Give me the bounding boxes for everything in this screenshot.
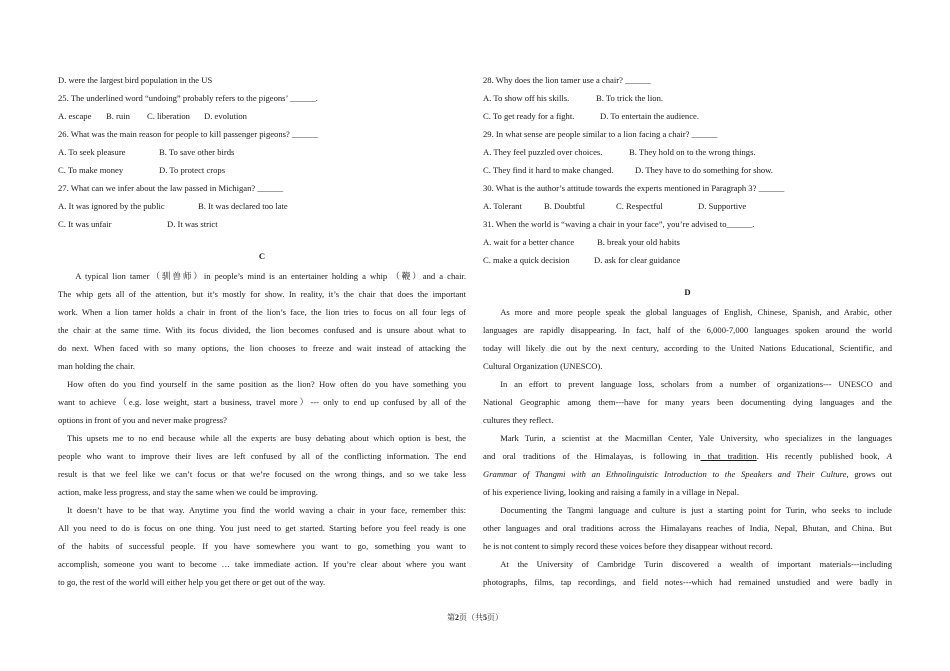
q27-stem: 27. What can we infer about the law passed in Michigan? ______ (58, 183, 284, 193)
q30-option-b: B. Doubtful (544, 201, 586, 211)
footer-prefix: 第 (447, 613, 455, 622)
passage-c-line: the chair at the same time. With its focus divided, the lion becomes confused and is unsure about what to (58, 325, 466, 335)
passage-d-line: In an effort to prevent language loss, scholars from a number of organizations--- UNESCO and (500, 379, 892, 389)
book-title: Grammar of Thangmi with an Ethnolinguistic Introduction to the Speakers and Their Culture (483, 469, 847, 479)
q29-options-row2 (483, 161, 892, 179)
q30-option-c: C. Respectful (616, 201, 663, 211)
passage-d-line: he is not content to simply record these voices before they disappear without record. (483, 541, 773, 551)
q29-stem: 29. In what sense are people similar to a lion facing a chair? ______ (483, 129, 718, 139)
q30-stem: 30. What is the author’s attitude towards the experts mentioned in Paragraph 3? ______ (483, 183, 785, 193)
q25-stem: 25. The underlined word “undoing” probably refers to the pigeons’ ______. (58, 93, 318, 103)
q31-option-b: B. break your old habits (597, 237, 680, 247)
page-footer (0, 611, 950, 625)
passage-c-line: man holding the chair. (58, 361, 135, 371)
q28-options-row2 (483, 107, 892, 125)
passage-c-line: How often do you find yourself in the same position as the lion? How often do you have something you (67, 379, 466, 389)
q25-option-b: B. ruin (106, 111, 130, 121)
passage-d-line: Documenting the Tangmi language and culture is just a starting point for Turin, who seeks to include (500, 505, 892, 515)
q29-option-b: B. They hold on to the wrong things. (629, 147, 756, 157)
q27-option-a: A. It was ignored by the public (58, 201, 165, 211)
q26-option-c: C. To make money (58, 165, 124, 175)
passage-d-line: today will likely die out by the next century, according to the United Nations Educational, Scientific, and (483, 343, 892, 353)
q26-option-a: A. To seek pleasure (58, 147, 126, 157)
passage-d-text: , grows out (846, 469, 892, 479)
footer-middle: 页（共 (459, 613, 483, 622)
book-title-start: A (886, 451, 892, 461)
passage-d-text: and oral traditions of the Himalayas, is following in (483, 451, 701, 461)
q31-option-d: D. ask for clear guidance (594, 255, 681, 265)
passage-d-line: At the University of Cambridge Turin discovered a wealth of important materials---including (500, 559, 892, 569)
q29-option-c: C. They find it hard to make changed. (483, 165, 614, 175)
passage-d-line: of his experience living, looking and raising a family in a village in Nepal. (483, 487, 740, 497)
q30-option-a: A. Tolerant (483, 201, 522, 211)
passage-d-line (483, 465, 892, 483)
q26-options-row2 (58, 161, 466, 179)
q27-option-d: D. It was strict (167, 219, 218, 229)
passage-c-line: options in front of you and never make progress? (58, 415, 227, 425)
q28-options-row1 (483, 89, 892, 107)
q28-option-a: A. To show off his skills. (483, 93, 570, 103)
page-number: 2 (455, 613, 459, 622)
q24-option-d: D. were the largest bird population in the US (58, 75, 213, 85)
passage-c-line: of the habits of successful people. If you have somewhere you want to go, something you want to (58, 541, 466, 551)
q29-options-row1 (483, 143, 892, 161)
q28-option-d: D. To entertain the audience. (600, 111, 699, 121)
passage-d-text: . His recently published book, (756, 451, 887, 461)
passage-c-line: A typical lion tamer（驯兽师）in people’s mind is an entertainer holding a whip （鞭）and a chair. (75, 271, 466, 281)
passage-d-line: cultures they reflect. (483, 415, 554, 425)
left-column (58, 71, 466, 591)
q26-stem: 26. What was the main reason for people to kill passenger pigeons? ______ (58, 129, 318, 139)
q31-option-c: C. make a quick decision (483, 255, 570, 265)
passage-c-line: action, make less progress, and stay the same when we could be improving. (58, 487, 318, 497)
q27-option-c: C. It was unfair (58, 219, 112, 229)
passage-d-line: As more and more people speak the global languages of English, Chinese, Spanish, and Arabic, other (500, 307, 892, 317)
q25-options (58, 107, 466, 125)
passage-c-line: accomplish, someone you want to become … take immediate action. If you’re clear about where you want (58, 559, 466, 569)
q26-options-row1 (58, 143, 466, 161)
underlined-that-tradition: that tradition (700, 451, 757, 461)
q27-option-b: B. It was declared too late (198, 201, 288, 211)
passage-c (58, 267, 466, 591)
passage-c-line: people who want to improve their lives are left confused by all of the conflicting information. The end (58, 451, 466, 461)
q25-option-d: D. evolution (204, 111, 247, 121)
right-column (483, 71, 892, 591)
section-c-heading: C (258, 251, 266, 261)
passage-c-line: want to achieve（e.g. lose weight, start a business, travel more）--- only to end up confused by all of the (58, 397, 466, 407)
passage-d-line: Cultural Organization (UNESCO). (483, 361, 603, 371)
q28-stem: 28. Why does the lion tamer use a chair? ______ (483, 75, 651, 85)
passage-d-line: languages are rapidly disappearing. In fact, half of the 6,000-7,000 languages spoken around the world (483, 325, 892, 335)
page-total: 5 (483, 613, 487, 622)
q28-option-c: C. To get ready for a fight. (483, 111, 575, 121)
q26-option-b: B. To save other birds (159, 147, 235, 157)
passage-c-line: The whip gets all of the attention, but it’s mostly for show. In reality, it’s the chair that does the important (58, 289, 466, 299)
q31-options-row1 (483, 233, 892, 251)
passage-d-line: photographs, films, tap recordings, and field notes---which had remained unstudied and were badly in (483, 577, 892, 587)
q31-stem: 31. When the world is “waving a chair in your face”, you’re advised to______. (483, 219, 755, 229)
q31-option-a: A. wait for a better chance (483, 237, 575, 247)
q29-option-a: A. They feel puzzled over choices. (483, 147, 603, 157)
passage-c-line: work. When a lion tamer holds a chair in front of the lion’s face, the lion tries to focus on all four legs of (58, 307, 466, 317)
section-d-heading: D (684, 287, 691, 297)
passage-c-line: It doesn’t have to be that way. Anytime you find the world waving a chair in your face, remember this: (67, 505, 466, 515)
footer-suffix: 页） (487, 613, 503, 622)
passage-d-line: other languages and oral traditions across the Himalayans reaches of India, Nepal, Bhutan, and China. But (483, 523, 892, 533)
passage-d (483, 303, 892, 591)
passage-c-line: do next. When faced with so many options, the lion chooses to freeze and wait instead of attacking the (58, 343, 466, 353)
q25-option-c: C. liberation (147, 111, 190, 121)
q30-options (483, 197, 892, 215)
passage-c-line: This upsets me to no end because while all the experts are busy debating about which option is best, the (67, 433, 466, 443)
q29-option-d: D. They have to do something for show. (635, 165, 773, 175)
q30-option-d: D. Supportive (698, 201, 747, 211)
q26-option-d: D. To protect crops (159, 165, 226, 175)
passage-d-line (483, 447, 892, 465)
passage-d-line: National Geographic among them---have for many years been documenting dying languages and the (483, 397, 892, 407)
passage-d-line: Mark Turin, a scientist at the Macmillan Center, Yale University, who specializes in the languages (500, 433, 892, 443)
passage-c-line: All you need to do is focus on one thing. You just need to get started. Starting before you feel ready is one (58, 523, 466, 533)
passage-c-line: result is that we feel like we can’t focus or that we’re focused on the wrong things, and so we take less (58, 469, 466, 479)
q31-options-row2 (483, 251, 892, 269)
passage-c-line: to go, the rest of the world will either help you get there or get out of the way. (58, 577, 326, 587)
q27-options-row1 (58, 197, 466, 215)
q25-option-a: A. escape (58, 111, 92, 121)
q28-option-b: B. To trick the lion. (596, 93, 664, 103)
q27-options-row2 (58, 215, 466, 233)
